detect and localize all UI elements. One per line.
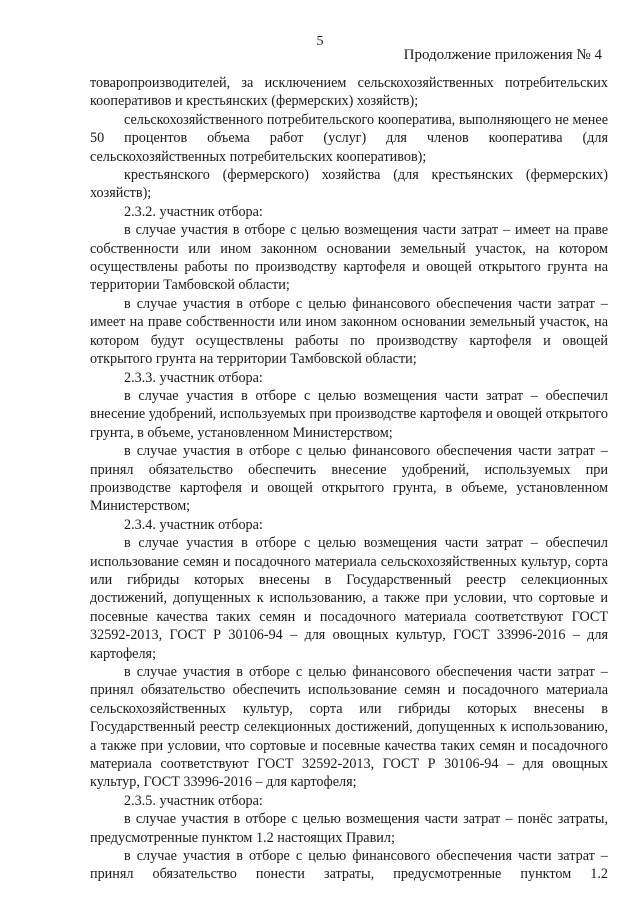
page-number: 5 xyxy=(316,34,324,49)
paragraph: в случае участия в отборе с целью возмещения части затрат – понёс затраты, предусмотренные пунктом 1.2 настоящих Правил; xyxy=(90,811,608,846)
paragraph: в случае участия в отборе с целью возмещения части затрат – обеспечил внесение удобрений, используемых при производстве картофеля и овощей открытого грунта, в объеме, установленном Министерством; xyxy=(90,387,608,441)
paragraph: в случае участия в отборе с целью финансового обеспечения части затрат – принял обязательство обеспечить использование семян и посадочного материала сельскохозяйственных культур, сорта или гибриды которых внесены в Государственный реестр селекционных достижений, допущенных к использованию, а также при условии, что сортовые и посевные качества таких семян и посадочного материала соответствуют ГОСТ 32592-2013, ГОСТ Р 30106-94 – для овощных культур, ГОСТ 33996-2016 – для картофеля; xyxy=(90,664,608,791)
paragraph: крестьянского (фермерского) хозяйства (для крестьянских (фермерских) хозяйств); xyxy=(90,167,608,202)
paragraph: в случае участия в отборе с целью финансового обеспечения части затрат – принял обязательство понести затраты, предусмотренные пунктом 1.2 xyxy=(90,848,608,883)
paragraph: товаропроизводителей, за исключением сельскохозяйственных потребительских кооперативов и крестьянских (фермерских) хозяйств); xyxy=(90,75,608,110)
section-heading: 2.3.3. участник отбора: xyxy=(124,369,263,386)
paragraph: в случае участия в отборе с целью возмещения части затрат – имеет на праве собственности или ином законном основании земельный участок, на котором осуществлены работы по производству картофеля и овощей открытого грунта на территории Тамбовской области; xyxy=(90,222,608,294)
document-body xyxy=(90,74,608,884)
section-heading: 2.3.2. участник отбора: xyxy=(124,203,263,220)
appendix-continuation-note: Продолжение приложения № 4 xyxy=(403,47,602,63)
paragraph: сельскохозяйственного потребительского кооператива, выполняющего не менее 50 процентов объема работ (услуг) для членов кооператива (для сельскохозяйственных потребительских кооперативов); xyxy=(90,111,608,165)
paragraph: в случае участия в отборе с целью возмещения части затрат – обеспечил использование семян и посадочного материала сельскохозяйственных культур, сорта или гибриды которых внесены в Государственный реестр селекционных достижений, допущенных к использованию, а также при условии, что сортовые и посевные качества таких семян и посадочного материала соответствуют ГОСТ 32592-2013, ГОСТ Р 30106-94 – для овощных культур, ГОСТ 33996-2016 – для картофеля; xyxy=(90,535,608,662)
paragraph: в случае участия в отборе с целью финансового обеспечения части затрат – имеет на праве собственности или ином законном основании земельный участок, на котором будут осуществлены работы по производству картофеля и овощей открытого грунта на территории Тамбовской области; xyxy=(90,295,608,368)
paragraph: в случае участия в отборе с целью финансового обеспечения части затрат – принял обязательство обеспечить внесение удобрений, используемых при производстве картофеля и овощей открытого грунта, в объеме, установленном Министерством; xyxy=(90,443,608,515)
section-heading: 2.3.4. участник отбора: xyxy=(124,516,263,533)
section-heading: 2.3.5. участник отбора: xyxy=(124,792,263,809)
